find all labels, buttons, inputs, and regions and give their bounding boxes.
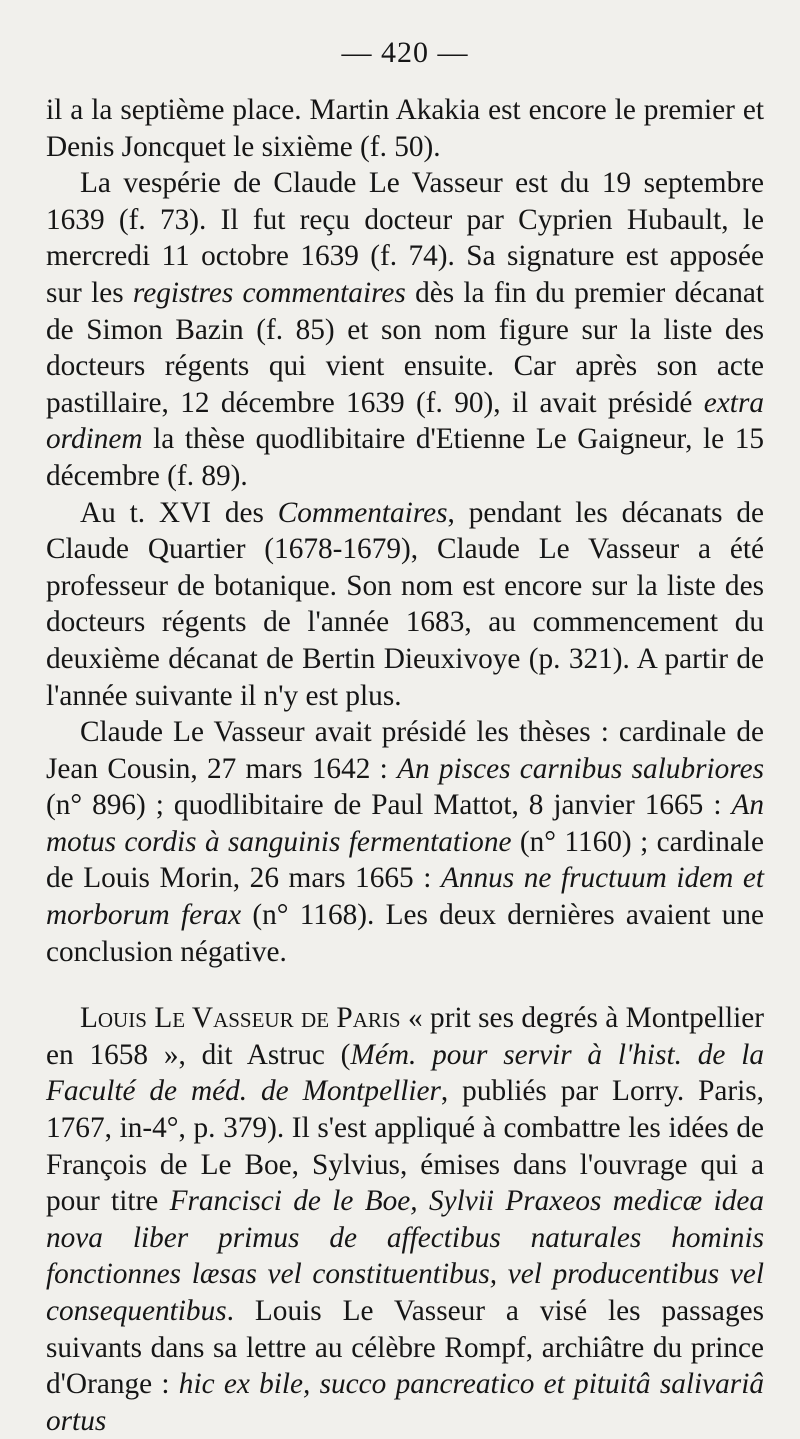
italic-text: Mém. pour servir à l'hist. de la Faculté de méd. de Montpellier (46, 1038, 764, 1108)
text-run: (n° 1168). Les deux dernières avaient une conclusion négative. (46, 899, 764, 968)
text-run: dès la fin du premier décanat de Simon Bazin (f. 85) et son nom figure sur la liste des docteurs régents qui vient ensuite. Car après son acte pastillaire, 12 décembre 1639 (f. 90), il avait présidé (46, 276, 765, 419)
italic-text: An pisces carnibus salubriores (397, 752, 764, 785)
text-run: Au t. XVI des (80, 496, 278, 529)
italic-text: An motus cordis à sanguinis fermentatione (46, 789, 764, 858)
text-run: Claude Le Vasseur avait présidé les thèses : cardinale de Jean Cousin, 27 mars 1642 : (46, 716, 764, 785)
italic-text: registres commentaires (132, 276, 406, 309)
body-text (46, 92, 764, 1439)
italic-text: extra ordinem (46, 386, 764, 456)
text-run: (n° 1160) ; cardinale de Louis Morin, 26 mars 1665 : (46, 825, 764, 895)
italic-text: Francisci de le Boe, Sylvii Praxeos medicæ idea nova liber primus de affectibus naturales hominis fonctionnes læsas vel constituentibus, vel producentibus vel consequentibus (46, 1185, 765, 1327)
paragraph (46, 92, 764, 165)
italic-text: hic ex bile, succo pancreatico et pituitâ salivariâ ortus (46, 1368, 764, 1437)
paragraph (46, 495, 764, 715)
text-run: (n° 896) ; quodlibitaire de Paul Mattot, 8 janvier 1665 : (46, 789, 732, 822)
text-run: , publiés par Lorry. Paris, 1767, in-4°, p. 379). Il s'est appliqué à combattre les idées de François de Le Boe, Sylvius, émises dans l'ouvrage qui a pour titre (46, 1075, 765, 1218)
paragraph (46, 165, 764, 494)
italic-text: Commentaires (277, 496, 448, 529)
text-run: . Louis Le Vasseur a visé les passages suivants dans sa lettre au célèbre Rompf, archiâtre du prince d'Orange : (46, 1295, 764, 1401)
text-run: , pendant les décanats de Claude Quartier (1678-1679), Claude Le Vasseur a été professeur de botanique. Son nom est encore sur la liste des docteurs régents de l'année 1683, au commencement du deuxième décanat de Bertin Dieuxivoye (p. 321). A partir de l'année suivante il n'y est plus. (46, 496, 764, 712)
paragraph (46, 714, 764, 970)
page-number: — 420 — (341, 36, 469, 69)
small-caps-name: Louis Le Vasseur de Paris (80, 1002, 401, 1035)
text-run: La vespérie de Claude Le Vasseur est du 19 septembre 1639 (f. 73). Il fut reçu docteur par Cyprien Hubault, le mercredi 11 octobre 1639 (f. 74). Sa signature est apposée sur les (46, 167, 764, 309)
text-run: « prit ses degrés à Montpellier en 1658 », dit Astruc ( (46, 1002, 764, 1071)
italic-text: Annus ne fructuum idem et morborum ferax (46, 862, 764, 932)
paragraph (46, 1000, 764, 1439)
text-run: la thèse quodlibitaire d'Etienne Le Gaigneur, le 15 décembre (f. 89). (46, 423, 764, 492)
text-run: il a la septième place. Martin Akakia est encore le premier et Denis Joncquet le sixième (f. 50). (46, 94, 764, 163)
